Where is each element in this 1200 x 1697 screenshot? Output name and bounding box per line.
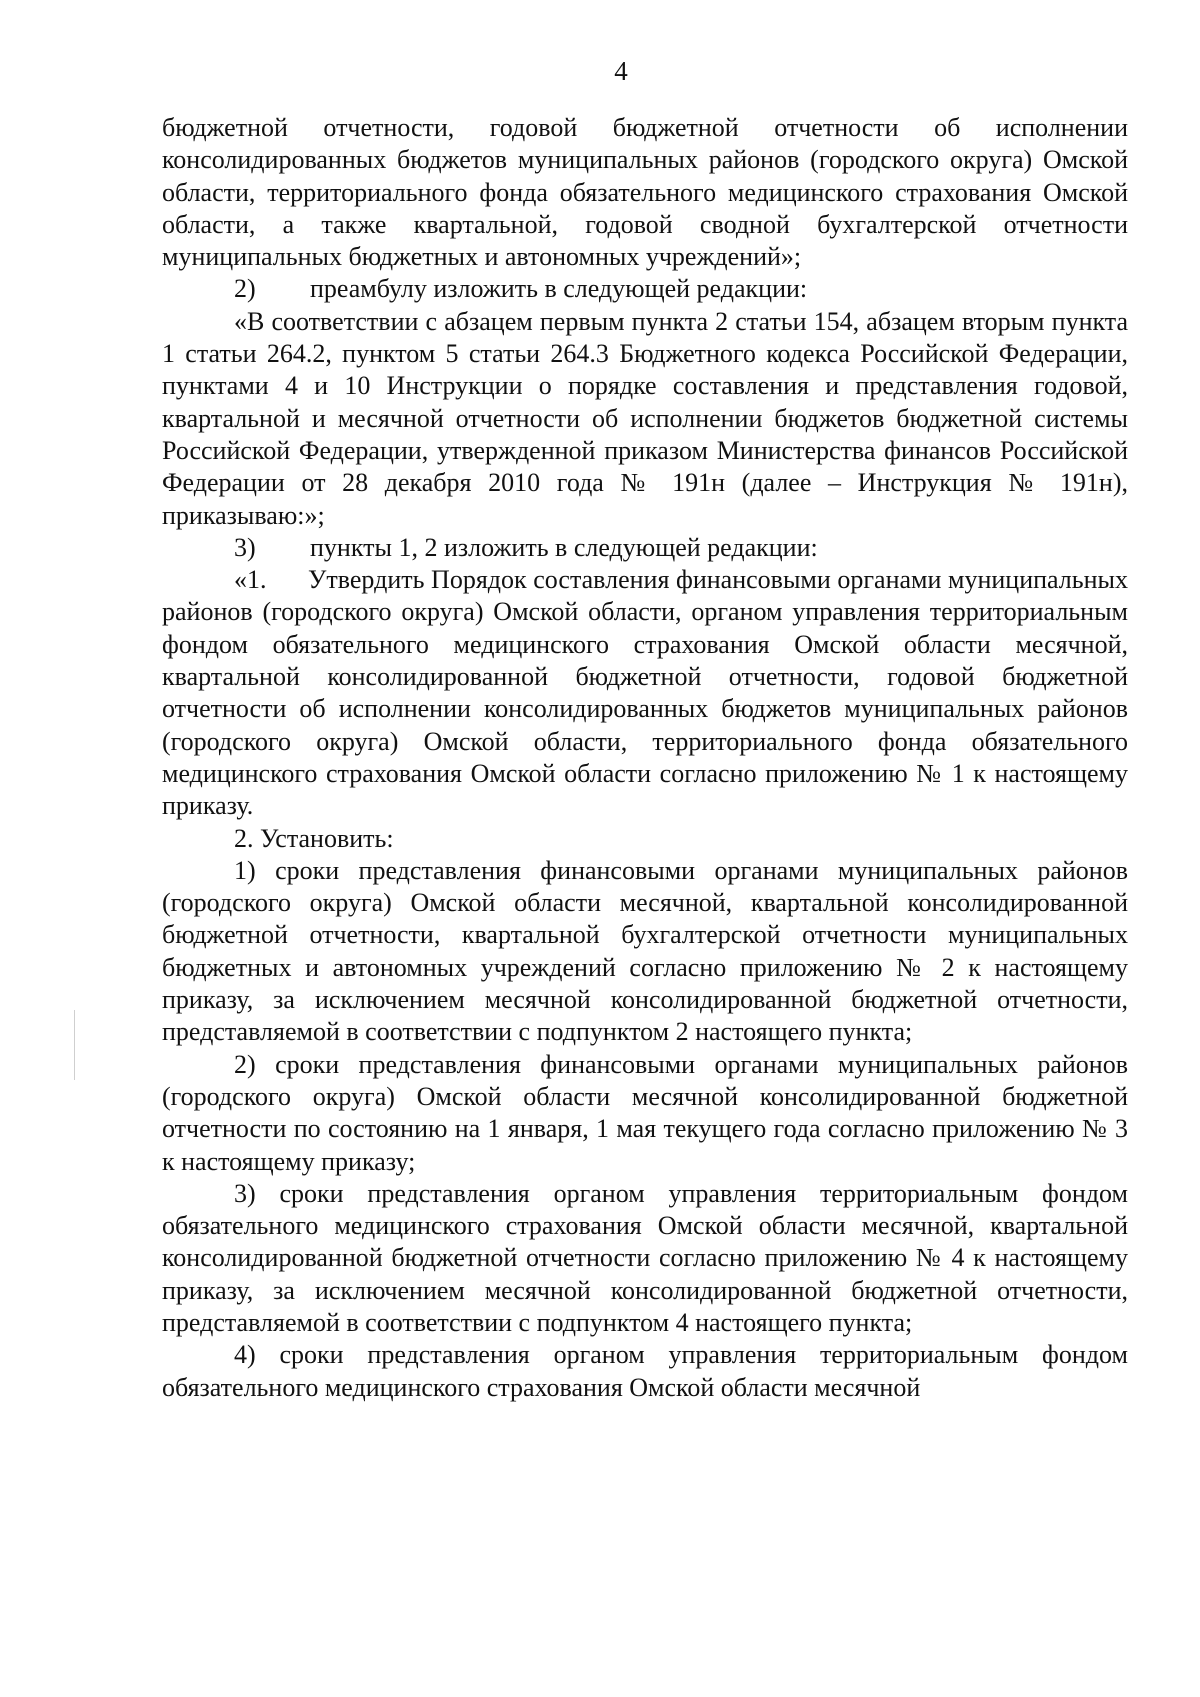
subpoint-1: 1) сроки представления финансовыми органами муниципальных районов (городского округа) Омской области месячной, квартальной консолидированной бюджетной отчетности, квартальной бухгалтерской отчетности муниципальных бюджетных и автономных учреждений согласно приложению № 2 к настоящему приказу, за исключением месячной консолидированной бюджетной отчетности, представляемой в соответствии с подпунктом 2 настоящего пункта; xyxy=(162,855,1128,1047)
point-number: «1. xyxy=(234,565,267,595)
list-item-text: пункты 1, 2 изложить в следующей редакции: xyxy=(310,532,818,562)
paragraph-preamble-text: «В соответствии с абзацем первым пункта 2 статьи 154, абзацем вторым пункта 1 статьи 264.2, пунктом 5 статьи 264.3 Бюджетного кодекса Российской Федерации, пунктами 4 и 10 Инструкции о порядке составления и представления годовой, квартальной и месячной отчетности об исполнении бюджетов бюджетной системы Российской Федерации, утвержденной приказом Министерства финансов Российской Федерации от 28 декабря 2010 года № 191н (далее – Инструкция № 191н), приказываю:»; xyxy=(162,306,1128,530)
list-item-number: 3) xyxy=(234,532,256,562)
page-number: 4 xyxy=(614,56,628,86)
point-text: Утвердить Порядок составления финансовыми органами муниципальных районов (городского округа) Омской области, органом управления территориальным фондом обязательного медицинского страхования Омской области месячной, квартальной консолидированной бюджетной отчетности, годовой бюджетной отчетности об исполнении консолидированных бюджетов муниципальных районов (городского округа) Омской области, территориального фонда обязательного медицинского страхования Омской области согласно приложению № 1 к настоящему приказу. xyxy=(162,565,1128,821)
list-item-preamble xyxy=(162,273,1128,305)
subpoint-2: 2) сроки представления финансовыми органами муниципальных районов (городского округа) Омской области месячной консолидированной бюджетной отчетности по состоянию на 1 января, 1 мая текущего года согласно приложению № 3 к настоящему приказу; xyxy=(162,1049,1128,1176)
paragraph-continuation: бюджетной отчетности, годовой бюджетной отчетности об исполнении консолидированных бюджетов муниципальных районов (городского округа) Омской области, территориального фонда обязательного медицинского страхования Омской области, а также квартальной, годовой сводной бухгалтерской отчетности муниципальных бюджетных и автономных учреждений»; xyxy=(162,113,1128,272)
subpoint-4: 4) сроки представления органом управления территориальным фондом обязательного медицинского страхования Омской области месячной xyxy=(162,1340,1128,1402)
subpoint-3: 3) сроки представления органом управления территориальным фондом обязательного медицинского страхования Омской области месячной, квартальной консолидированной бюджетной отчетности согласно приложению № 4 к настоящему приказу, за исключением месячной консолидированной бюджетной отчетности, представляемой в соответствии с подпунктом 4 настоящего пункта; xyxy=(162,1178,1128,1337)
paragraph-point-1 xyxy=(162,564,1128,822)
list-item-text: преамбулу изложить в следующей редакции: xyxy=(310,274,808,304)
document-body xyxy=(162,112,1128,1404)
list-item-points xyxy=(162,532,1128,564)
list-item-number: 2) xyxy=(234,274,256,304)
paragraph-point-2: 2. Установить: xyxy=(234,823,394,853)
scan-mark xyxy=(74,1010,75,1080)
